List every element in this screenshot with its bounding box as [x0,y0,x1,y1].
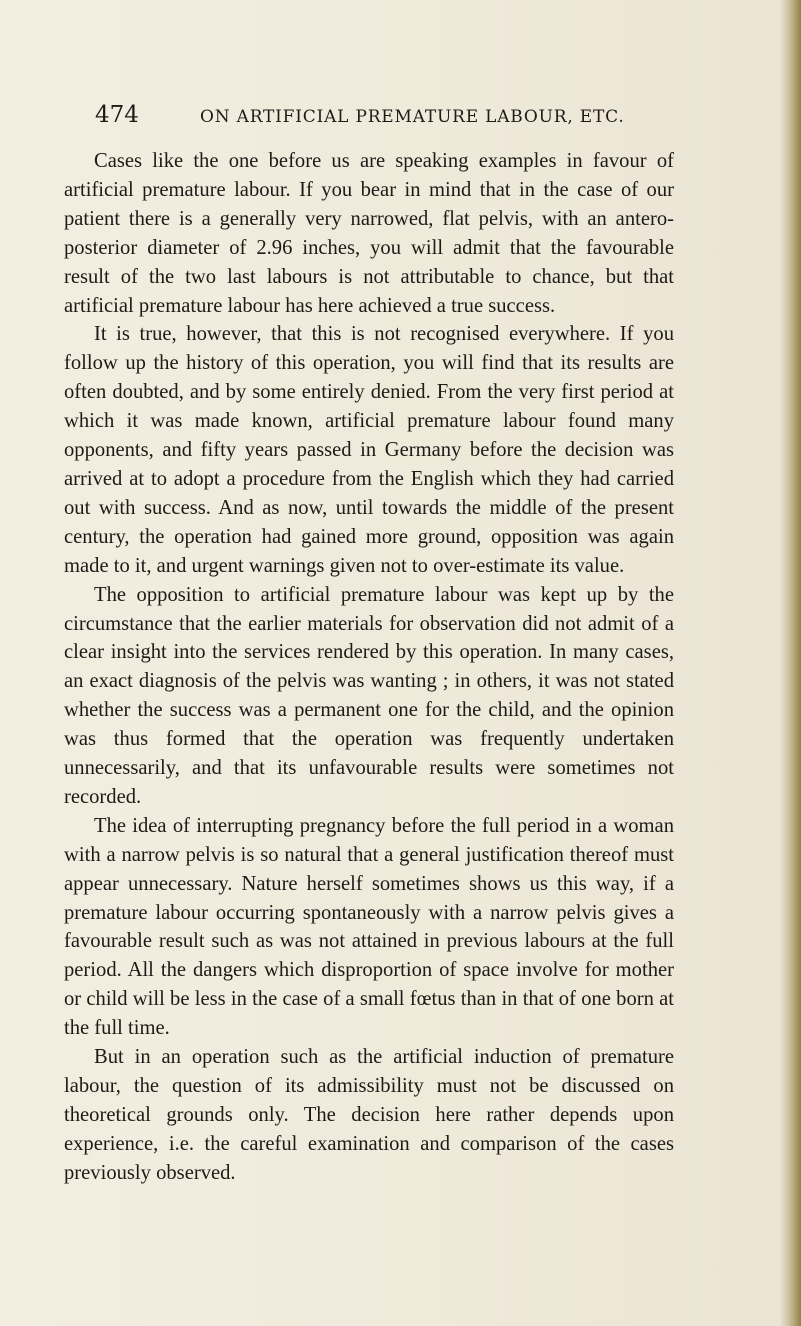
body-text [64,147,674,1188]
paragraph-5: But in an operation such as the artificial induction of premature labour, the question of its admissibility must not be discussed on theoretical grounds only. The decision here rather depends upon experience, i.e. the careful examination and comparison of the cases previously observed. [64,1046,674,1184]
paragraph-2: It is true, however, that this is not recognised everywhere. If you follow up the history of this operation, you will find that its results are often doubted, and by some entirely denied. From the very first period at which it was made known, artificial premature labour found many opponents, and fifty years passed in Germany before the decision was arrived at to adopt a procedure from the English which they had carried out with success. And as now, until towards the middle of the present century, the operation had gained more ground, opposition was again made to it, and urgent warnings given not to over-estimate its value. [64,323,674,577]
paragraph-1: Cases like the one before us are speaking examples in favour of artificial premature labour. If you bear in mind that in the case of our patient there is a generally very narrowed, flat pelvis, with an antero-posterior diameter of 2.96 inches, you will admit that the favourable result of the two last labours is not attributable to chance, but that artificial premature labour has here achieved a true success. [64,150,674,317]
page-header [95,100,675,134]
page-number: 474 [95,102,139,128]
page-edge-shadow [781,0,801,1326]
paragraph-3: The opposition to artificial premature labour was kept up by the circumstance that the earlier materials for observation did not admit of a clear insight into the services rendered by this operation. In many cases, an exact diagnosis of the pelvis was wanting ; in others, it was not stated whether the success was a permanent one for the child, and the opinion was thus formed that the operation was frequently undertaken unnecessarily, and that its unfavourable results were sometimes not recorded. [64,583,674,808]
paragraph-4: The idea of interrupting pregnancy before the full period in a woman with a narrow pelvis is so natural that a general justification thereof must appear unnecessary. Nature herself sometimes shows us this way, if a premature labour occurring spontaneously with a narrow pelvis gives a favourable result such as was not attained in previous labours at the full period. All the dangers which disproportion of space involve for mother or child will be less in the case of a small fœtus than in that of one born at the full time. [64,814,674,1040]
running-title: ON ARTIFICIAL PREMATURE LABOUR, ETC. [200,107,625,127]
